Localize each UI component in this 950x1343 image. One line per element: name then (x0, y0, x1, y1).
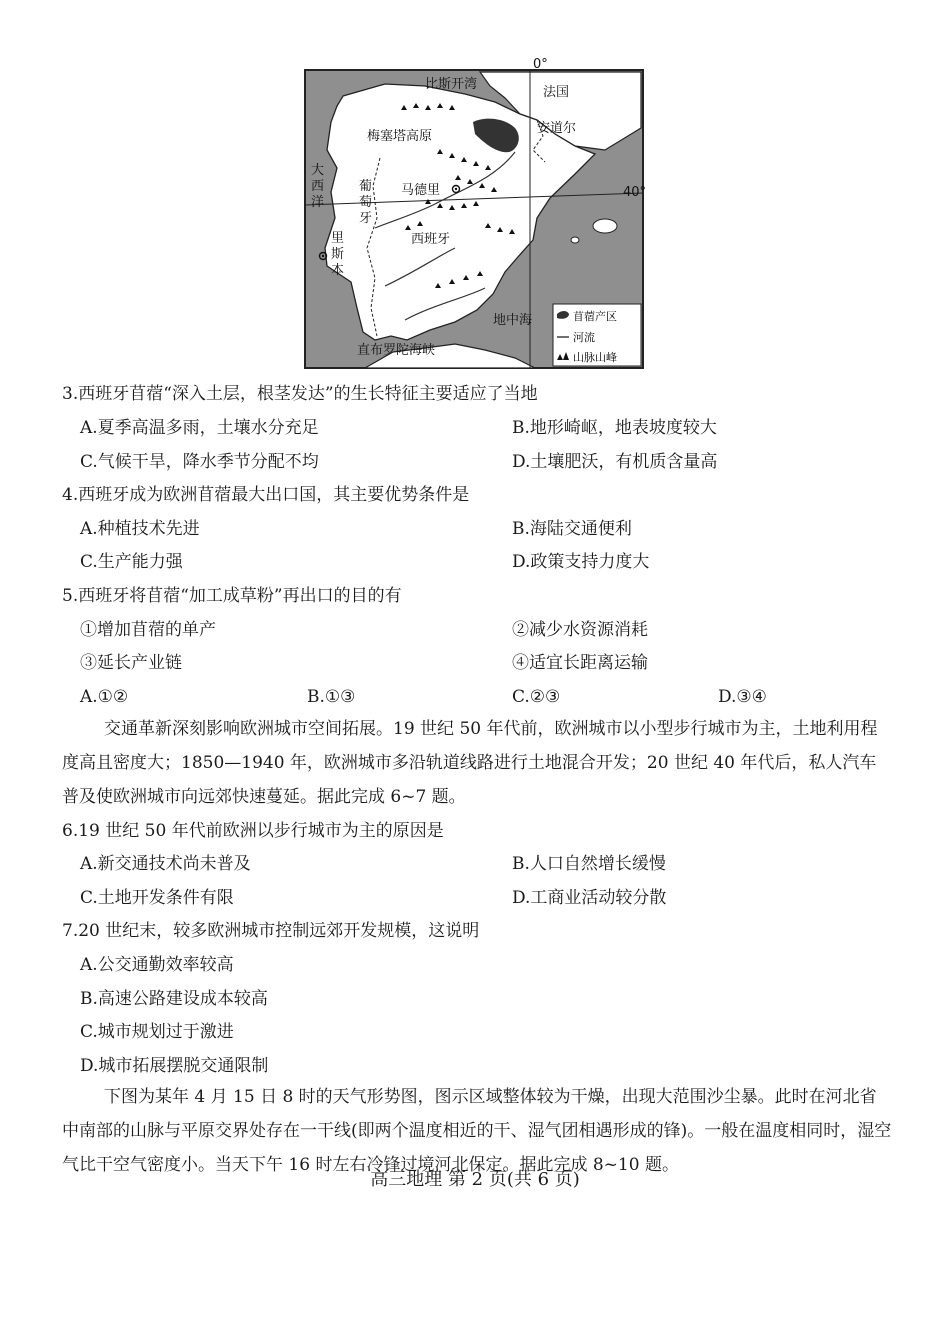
page-footer: 高三地理 第 2 页(共 6 页) (370, 1169, 580, 1190)
label-lat40: 40° (623, 185, 647, 200)
q5-statement-1: ①增加苜蓿的单产 (80, 620, 216, 640)
label-france: 法国 (543, 85, 570, 100)
q6-stem: 6.19 世纪 50 年代前欧洲以步行城市为主的原因是 (62, 821, 444, 841)
q7-option-c[interactable]: C.城市规划过于激进 (80, 1022, 234, 1042)
q7-option-b[interactable]: B.高速公路建设成本较高 (80, 989, 268, 1009)
label-biscay: 比斯开湾 (425, 77, 478, 92)
q5-option-c[interactable]: C.②③ (512, 687, 561, 707)
q6-option-c[interactable]: C.土地开发条件有限 (80, 888, 234, 908)
q3-option-b[interactable]: B.地形崎岖，地表坡度较大 (512, 418, 717, 438)
q6-option-b[interactable]: B.人口自然增长缓慢 (512, 854, 666, 874)
label-atlantic-vertical (311, 162, 324, 210)
q5-statement-3: ③延长产业链 (80, 653, 182, 673)
q7-stem: 7.20 世纪末，较多欧洲城市控制远郊开发规模，这说明 (62, 921, 480, 941)
q5-statement-4: ④适宜长距离运输 (512, 653, 648, 673)
q3-option-c[interactable]: C.气候干旱，降水季节分配不均 (80, 452, 319, 472)
q3-option-a[interactable]: A.夏季高温多雨，土壤水分充足 (80, 418, 319, 438)
q4-option-b[interactable]: B.海陆交通便利 (512, 519, 632, 539)
q5-option-d[interactable]: D.③④ (718, 687, 767, 707)
label-atlantic: 大西洋 (311, 163, 325, 210)
passage-6-7: 交通革新深刻影响欧洲城市空间拓展。19 世纪 50 年代前，欧洲城市以小型步行城市为主，土地利用程度高且密度大；1850—1940 年，欧洲城市多沿轨道线路进行土地混合开发；20 世纪 40 年代后，私人汽车普及使欧洲城市向远郊快速蔓延。据此完成 6~7 题。 (62, 719, 878, 807)
q3-option-d[interactable]: D.土壤肥沃，有机质含量高 (512, 452, 718, 472)
q4-option-a[interactable]: A.种植技术先进 (80, 519, 200, 539)
label-mediterranean: 地中海 (493, 313, 533, 328)
q4-option-c[interactable]: C.生产能力强 (80, 552, 183, 572)
legend-alfalfa-text: 苜蓿产区 (573, 310, 617, 323)
iberia-map-svg (305, 57, 647, 368)
q5-statement-2: ②减少水资源消耗 (512, 620, 648, 640)
q3-stem: 3.西班牙苜蓿“深入土层，根茎发达”的生长特征主要适应了当地 (62, 384, 538, 404)
label-lon0: 0° (533, 57, 548, 72)
passage-8-10: 下图为某年 4 月 15 日 8 时的天气形势图，图示区域整体较为干燥，出现大范围沙尘暴。此时在河北省中南部的山脉与平原交界处存在一干线(即两个温度相近的干、湿气团相遇形成的锋)。一般在温度相同时，湿空气比干空气密度小。当天下午 16 时左右冷锋过境河北保定。据此完成 8~10 题。 (62, 1087, 892, 1175)
q6-option-a[interactable]: A.新交通技术尚未普及 (80, 854, 251, 874)
q4-stem: 4.西班牙成为欧洲苜蓿最大出口国，其主要优势条件是 (62, 485, 470, 505)
label-andorra: 安道尔 (537, 121, 577, 136)
q5-option-a[interactable]: A.①② (80, 687, 129, 707)
label-portugal-vertical (359, 179, 372, 226)
q5-stem: 5.西班牙将苜蓿“加工成草粉”再出口的目的有 (62, 586, 402, 606)
legend-river-text: 河流 (573, 331, 595, 344)
label-portugal: 葡萄牙 (359, 179, 373, 226)
q5-option-b[interactable]: B.①③ (307, 687, 356, 707)
label-spain: 西班牙 (411, 232, 451, 247)
legend-mountain-text: 山脉山峰 (573, 351, 617, 364)
q4-option-d[interactable]: D.政策支持力度大 (512, 552, 650, 572)
label-madrid: 马德里 (401, 183, 441, 198)
q6-option-d[interactable]: D.工商业活动较分散 (512, 888, 667, 908)
balearic-island (593, 219, 617, 233)
q7-option-a[interactable]: A.公交通勤效率较高 (80, 955, 234, 975)
iberia-map (305, 57, 647, 368)
label-gibraltar: 直布罗陀海峡 (357, 343, 436, 358)
label-lisbon-vertical (331, 231, 344, 278)
label-meseta: 梅塞塔高原 (367, 129, 433, 144)
q7-option-d[interactable]: D.城市拓展摆脱交通限制 (80, 1056, 269, 1076)
label-lisbon: 里斯本 (331, 231, 345, 278)
